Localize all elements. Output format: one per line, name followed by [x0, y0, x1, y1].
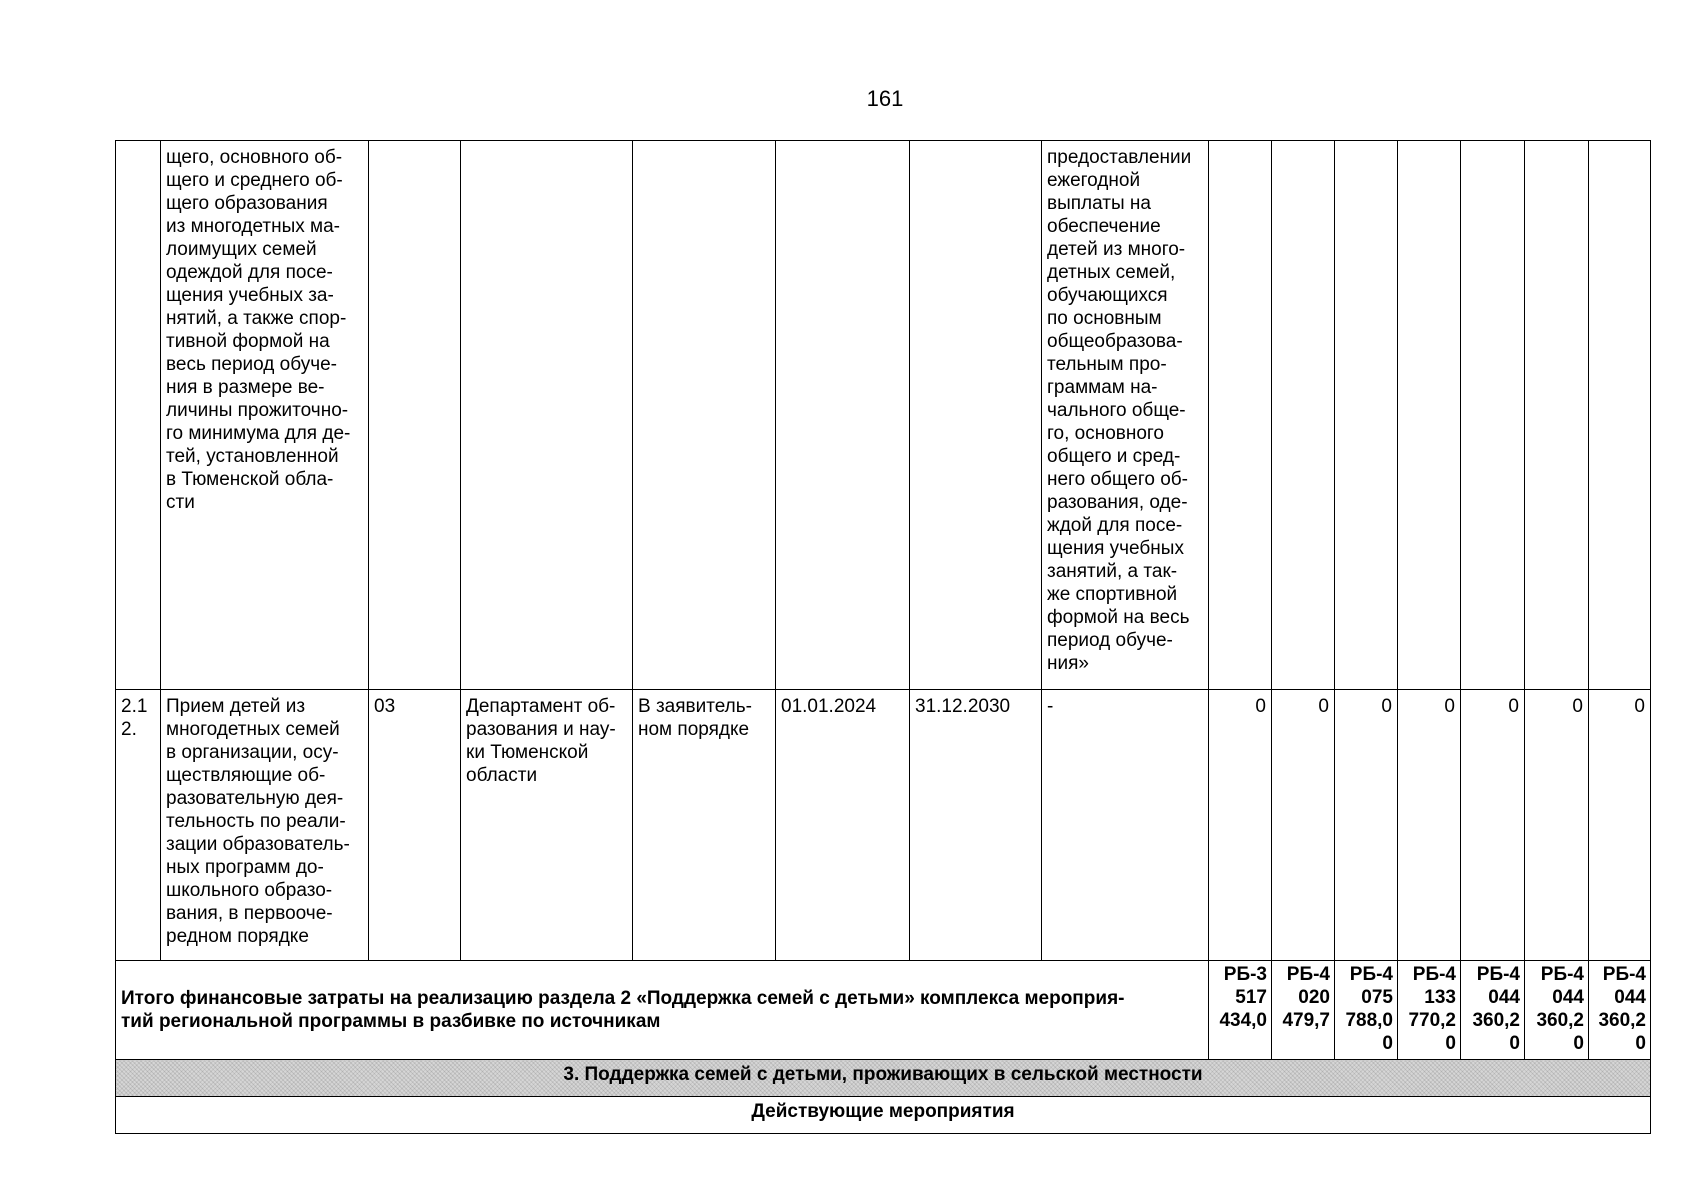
cell-value: 0 — [1335, 690, 1398, 961]
cell-start-date: 01.01.2024 — [776, 690, 910, 961]
cell-value: 0 — [1272, 690, 1335, 961]
total-value: РБ-4 044 360,2 0 — [1461, 961, 1525, 1060]
cell-value — [1525, 141, 1589, 690]
cell-code — [369, 141, 461, 690]
cell-value — [1589, 141, 1651, 690]
table-row — [116, 141, 1651, 690]
total-value: РБ-4 044 360,2 0 — [1525, 961, 1589, 1060]
total-label: Итого финансовые затраты на реализацию раздела 2 «Поддержка семей с детьми» комплекса мероприя- тий региональной программы в разбивке по источникам — [116, 961, 1209, 1060]
cell-value: 0 — [1589, 690, 1651, 961]
total-value: РБ-4 044 360,2 0 — [1589, 961, 1651, 1060]
cell-value: 0 — [1209, 690, 1272, 961]
page-number: 161 — [866, 86, 904, 111]
total-value: РБ-4 075 788,0 0 — [1335, 961, 1398, 1060]
total-value: РБ-4 133 770,2 0 — [1398, 961, 1461, 1060]
cell-end-date — [910, 141, 1042, 690]
cell-value — [1398, 141, 1461, 690]
cell-executor — [461, 141, 633, 690]
cell-start-date — [776, 141, 910, 690]
cell-end-date: 31.12.2030 — [910, 690, 1042, 961]
cell-number — [116, 141, 161, 690]
cell-value: 0 — [1525, 690, 1589, 961]
cell-measure-name: щего, основного об- щего и среднего об- щего образования из многодетных ма- лоимущих семей одеждой для посе- щения учебных за- нятий, а также спор- тивной формой на весь период обуче- ния в размере ве- личины прожиточно- го минимума для де- тей, установленной в Тюменской обла- сти — [161, 141, 369, 690]
total-value: РБ-3 517 434,0 — [1209, 961, 1272, 1060]
cell-measure-name: Прием детей из многодетных семей в организации, осу- ществляющие об- разовательную дея- тельность по реали- зации образователь- ных программ до- школьного образо- вания, в первооче- редном порядке — [161, 690, 369, 961]
cell-executor: Департамент об- разования и нау- ки Тюменской области — [461, 690, 633, 961]
cell-mechanism — [633, 141, 776, 690]
cell-legal-basis: - — [1042, 690, 1209, 961]
total-row — [116, 961, 1651, 1060]
cell-value — [1461, 141, 1525, 690]
table-row — [116, 690, 1651, 961]
total-value: РБ-4 020 479,7 — [1272, 961, 1335, 1060]
cell-value: 0 — [1461, 690, 1525, 961]
subsection-title: Действующие мероприятия — [116, 1097, 1651, 1134]
cell-value: 0 — [1398, 690, 1461, 961]
section-header-row — [116, 1060, 1651, 1097]
cell-value — [1209, 141, 1272, 690]
cell-mechanism: В заявитель- ном порядке — [633, 690, 776, 961]
subsection-header-row — [116, 1097, 1651, 1134]
section-title: 3. Поддержка семей с детьми, проживающих в сельской местности — [116, 1060, 1651, 1097]
cell-value — [1272, 141, 1335, 690]
cell-value — [1335, 141, 1398, 690]
measures-table — [115, 140, 1651, 1134]
cell-legal-basis: предоставлении ежегодной выплаты на обеспечение детей из много- детных семей, обучающихся по основным общеобразова- тельным про- граммам на- чального обще- го, основного общего и сред- него общего об- разования, оде- ждой для посе- щения учебных занятий, а так- же спортивной формой на весь период обуче- ния» — [1042, 141, 1209, 690]
cell-number: 2.1 2. — [116, 690, 161, 961]
cell-code: 03 — [369, 690, 461, 961]
